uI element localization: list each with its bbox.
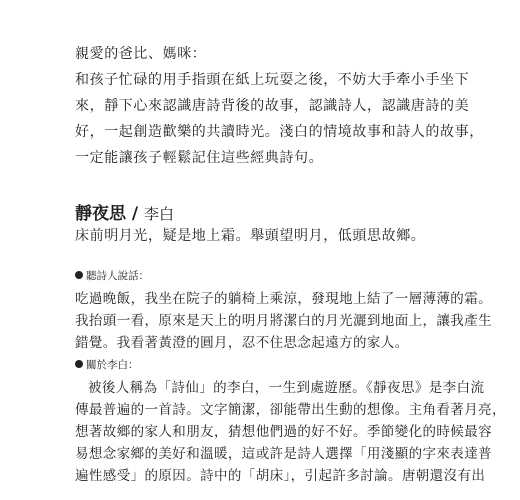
intro-line: 和孩子忙碌的用手指頭在紙上玩耍之後，不妨大手牽小手坐下 xyxy=(75,72,470,88)
story-line: 吃過晚飯，我坐在院子的躺椅上乘涼，發現地上結了一層薄薄的霜。 xyxy=(75,291,492,307)
poem-text: 床前明月光，疑是地上霜。舉頭望明月，低頭思故鄉。 xyxy=(75,228,426,244)
intro-line: 來，靜下心來認識唐詩背後的故事，認識詩人，認識唐詩的美 xyxy=(75,98,470,114)
about-line: 被後人稱為「詩仙」的李白，一生到處遊歷。《靜夜思》是李白流 xyxy=(88,380,485,396)
about-label-text: 關於李白： xyxy=(86,359,139,371)
intro-line: 好，一起創造歡樂的共讀時光。淺白的情境故事和詩人的故事， xyxy=(75,124,484,140)
story-line: 我抬頭一看，原來是天上的明月將潔白的月光灑到地面上，讓我產生 xyxy=(75,313,492,329)
poem-author: 李白 xyxy=(144,205,175,223)
bullet-icon xyxy=(75,271,83,279)
poem-title: 靜夜思 xyxy=(75,204,126,224)
about-line: 易想念家鄉的美好和溫暖，這或許是詩人選擇「用淺顯的字來表達普 xyxy=(75,446,492,462)
intro-greeting: 親愛的爸比、媽咪： xyxy=(75,46,207,62)
bullet-icon xyxy=(75,360,83,368)
intro-line: 一定能讓孩子輕鬆記住這些經典詩句。 xyxy=(75,150,324,166)
story-line: 錯覺。我看著黃澄的圓月，忍不住思念起遠方的家人。 xyxy=(75,335,409,351)
about-line: 傳最普遍的一首詩。文字簡潔，卻能帶出生動的想像。主角看著月亮， xyxy=(75,402,506,418)
poem-title-separator: / xyxy=(126,204,145,224)
about-line: 想著故鄉的家人和朋友，猜想他們過的好不好。季節變化的時候最容 xyxy=(75,424,492,440)
story-label-text: 聽詩人說話： xyxy=(86,270,149,282)
story-section-label xyxy=(75,269,149,283)
about-line: 遍性感受」的原因。詩中的「胡床」，引起許多討論。唐朝還沒有出 xyxy=(75,468,486,484)
poem-heading xyxy=(75,202,174,226)
about-section-label xyxy=(75,358,139,372)
